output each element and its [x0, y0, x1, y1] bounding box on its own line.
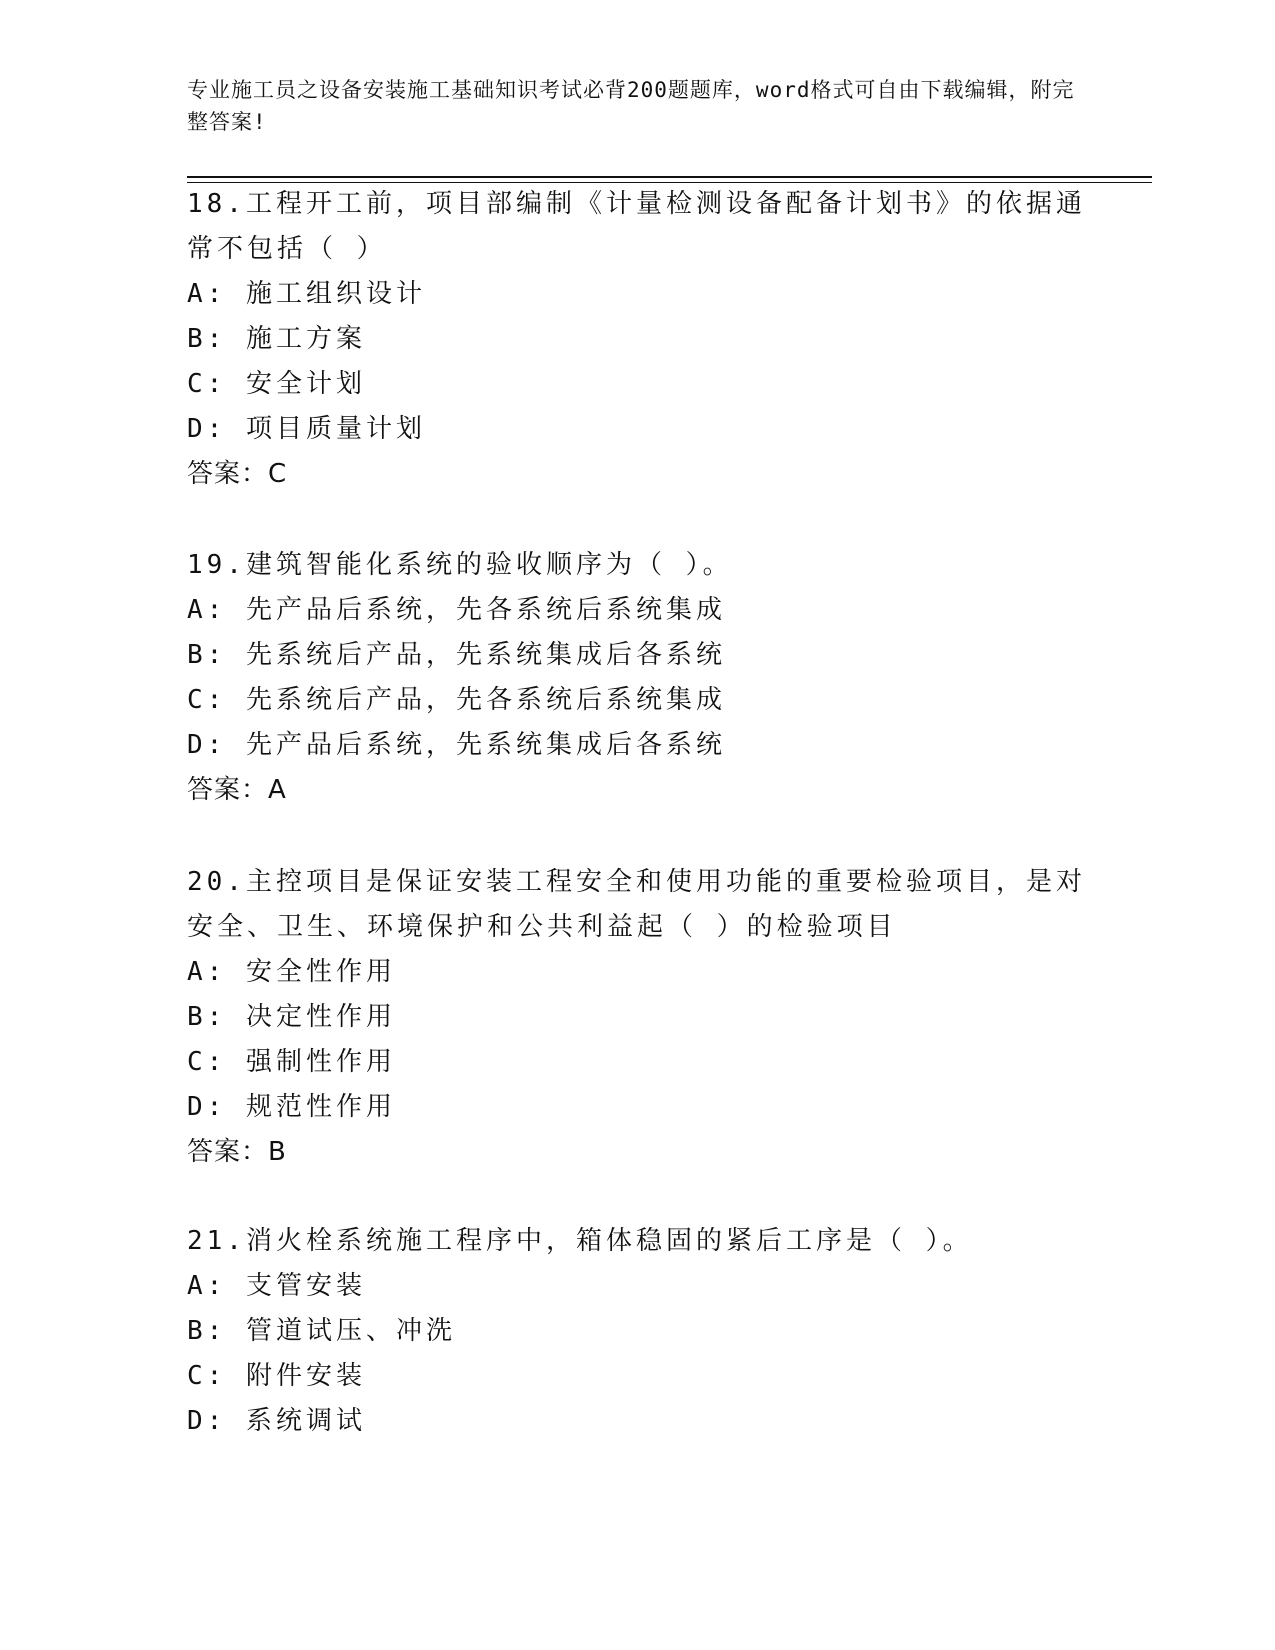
option-b: B: 决定性作用	[187, 1002, 396, 1032]
question-stem: 20.主控项目是保证安装工程安全和使用功能的重要检验项目，是对安全、卫生、环境保护和公共利益起（ ）的检验项目	[187, 867, 1086, 942]
question-18	[187, 182, 1087, 497]
option-d: D: 项目质量计划	[187, 414, 426, 444]
option-a: A: 施工组织设计	[187, 279, 426, 309]
question-stem: 19.建筑智能化系统的验收顺序为（ ）。	[187, 550, 733, 580]
option-d: D: 系统调试	[187, 1406, 366, 1436]
question-20	[187, 860, 1087, 1175]
document-header: 专业施工员之设备安装施工基础知识考试必背200题题库，word格式可自由下载编辑，附完整答案!	[187, 78, 1075, 134]
option-c: C: 附件安装	[187, 1361, 366, 1391]
option-c: C: 先系统后产品，先各系统后系统集成	[187, 685, 726, 715]
question-stem: 18.工程开工前，项目部编制《计量检测设备配备计划书》的依据通常不包括（ ）	[187, 189, 1086, 264]
answer-label: 答案：A	[187, 775, 287, 805]
question-19	[187, 543, 1087, 813]
question-stem: 21.消火栓系统施工程序中，箱体稳固的紧后工序是（ ）。	[187, 1226, 973, 1256]
question-21	[187, 1219, 1087, 1444]
option-a: A: 先产品后系统，先各系统后系统集成	[187, 595, 726, 625]
option-d: D: 规范性作用	[187, 1092, 396, 1122]
header-divider-thick	[187, 176, 1152, 178]
option-a: A: 支管安装	[187, 1271, 366, 1301]
option-b: B: 先系统后产品，先系统集成后各系统	[187, 640, 726, 670]
answer-label: 答案：B	[187, 1137, 287, 1167]
option-c: C: 安全计划	[187, 369, 366, 399]
option-b: B: 施工方案	[187, 324, 366, 354]
option-a: A: 安全性作用	[187, 957, 396, 987]
answer-label: 答案：C	[187, 459, 288, 489]
option-c: C: 强制性作用	[187, 1047, 396, 1077]
option-b: B: 管道试压、冲洗	[187, 1316, 456, 1346]
option-d: D: 先产品后系统，先系统集成后各系统	[187, 730, 726, 760]
